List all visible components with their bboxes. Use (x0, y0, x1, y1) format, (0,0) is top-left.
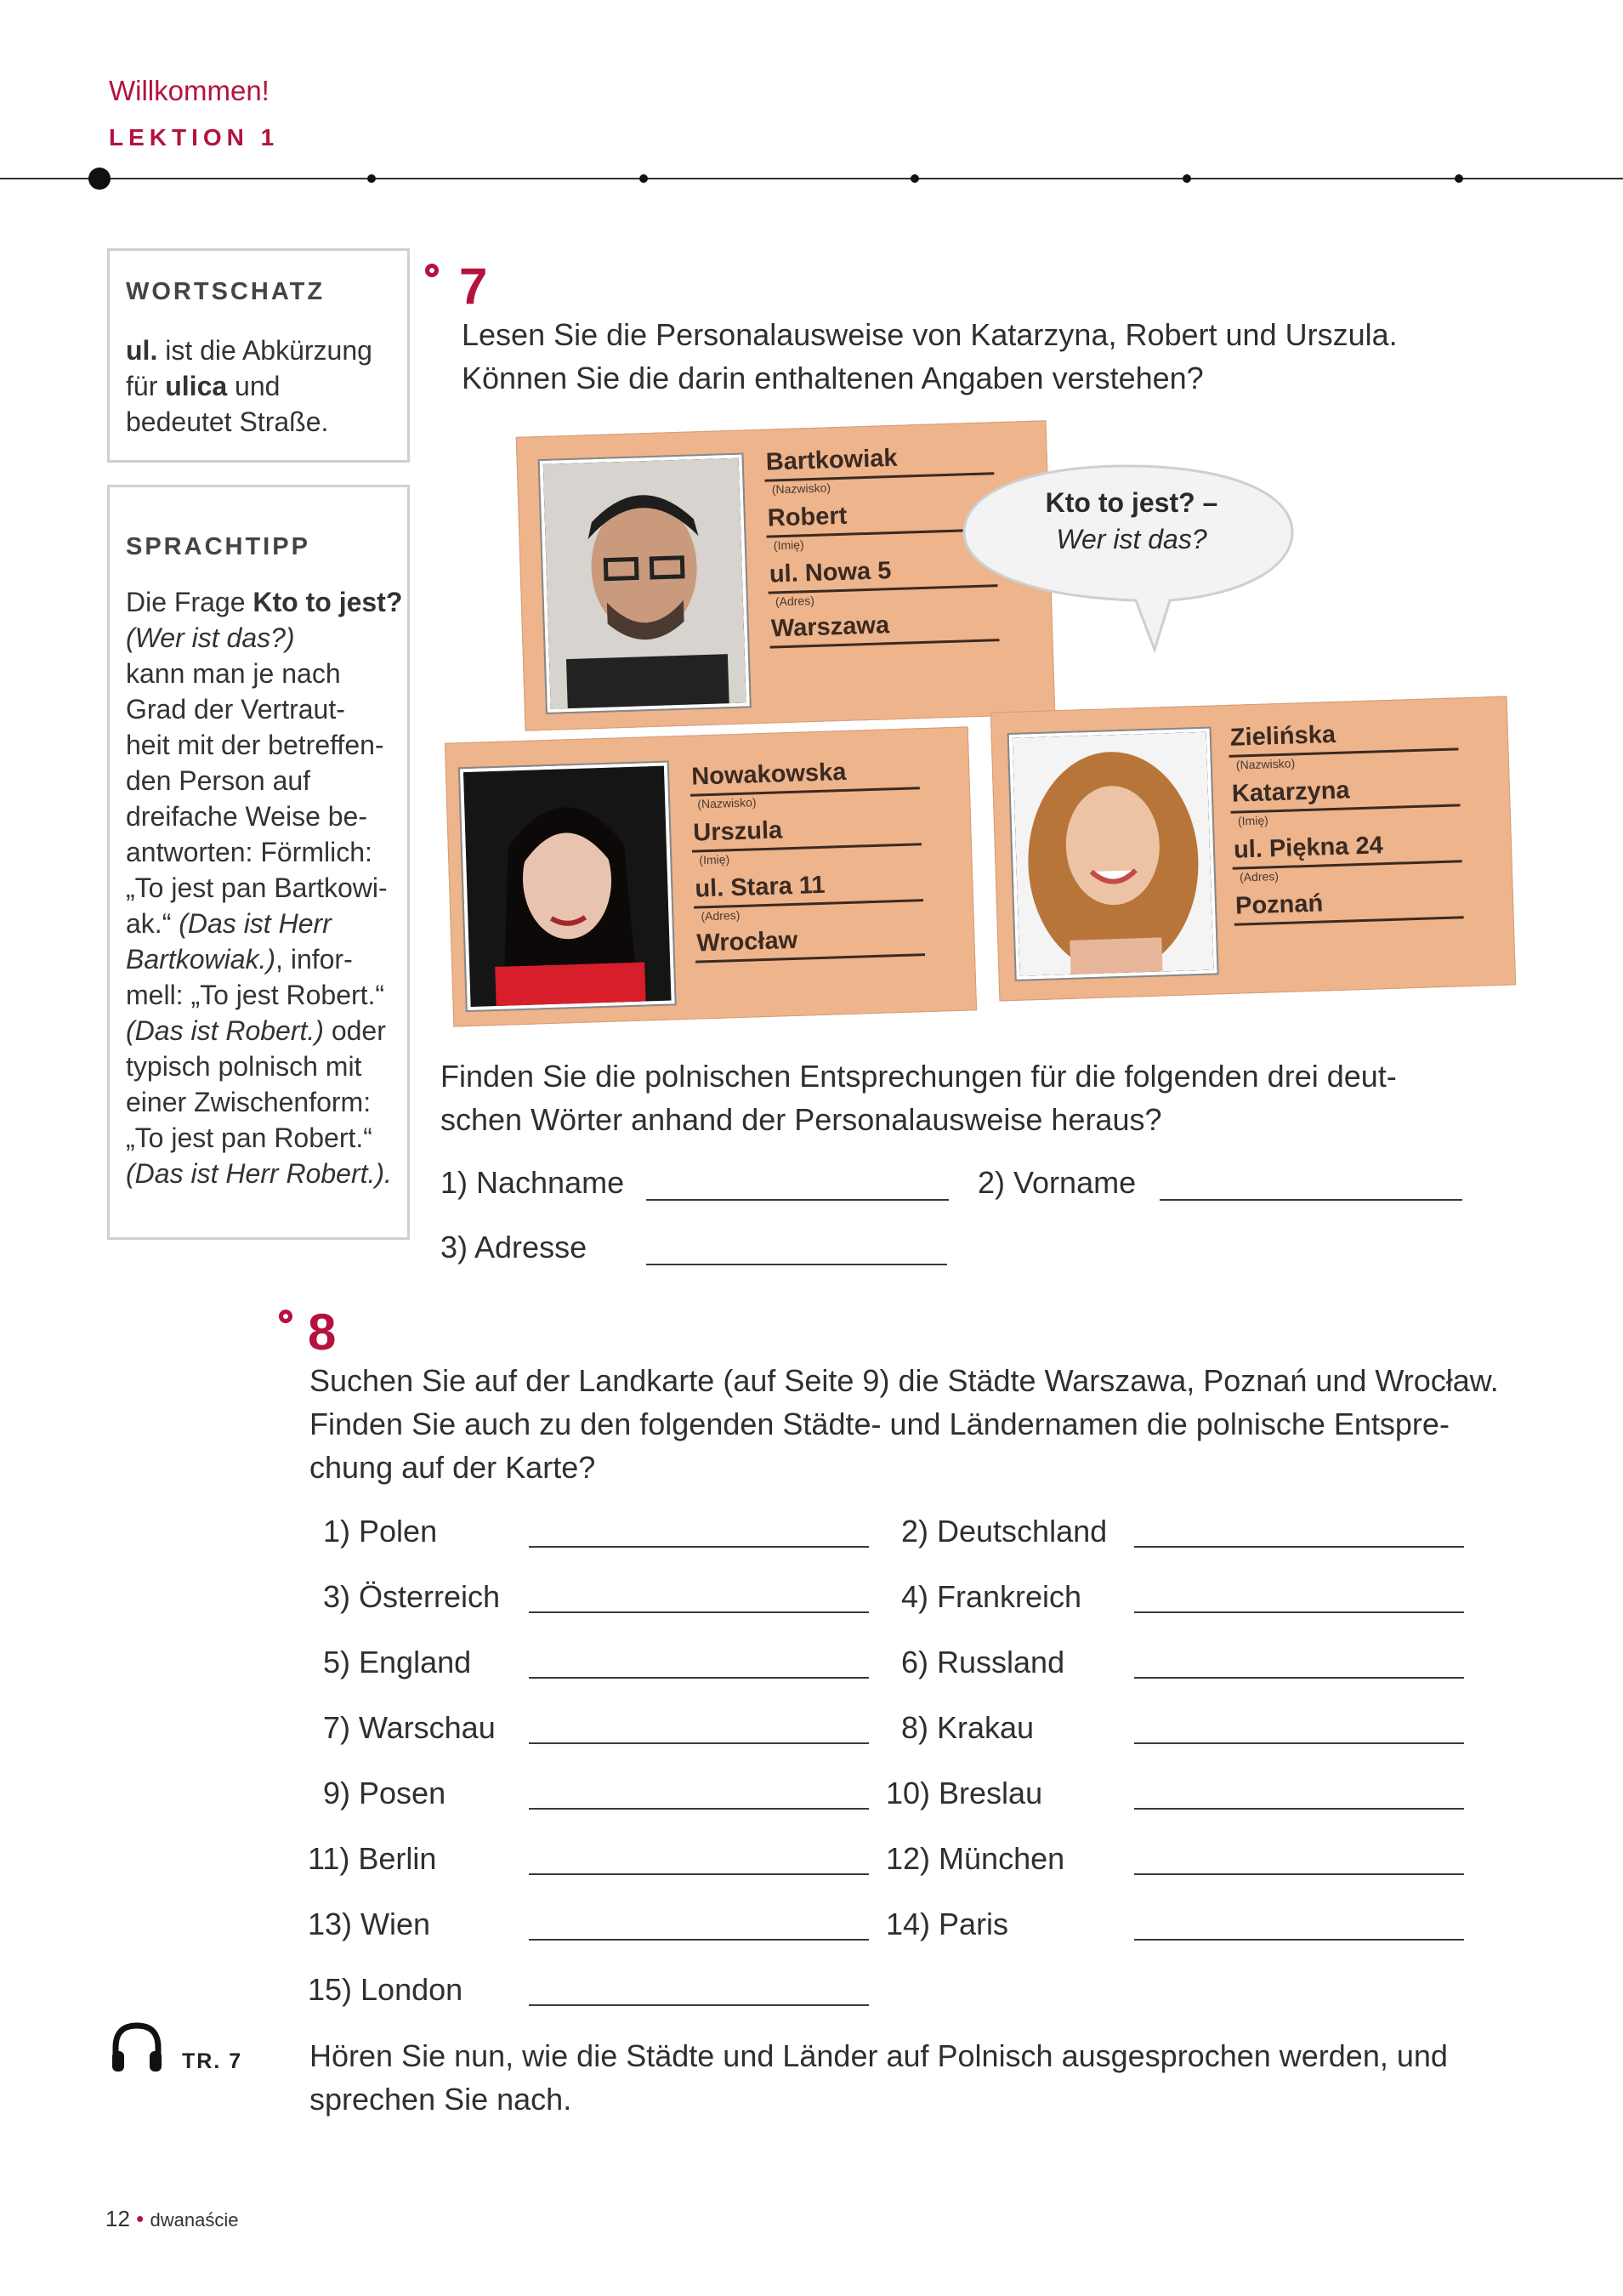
chapter-title: Willkommen! (109, 75, 270, 106)
ex8-item-polen: 1) Polen (323, 1514, 438, 1549)
tip-line: den Person auf (126, 765, 311, 796)
photo-urszula (460, 763, 675, 1011)
card-street: ul. Piękna 24 (1233, 832, 1384, 864)
answer-line[interactable] (529, 2004, 869, 2006)
tip-line: Die Frage (126, 587, 253, 617)
timeline-dot (1455, 174, 1463, 183)
tip-line: mell: „To jest Robert.“ (126, 980, 385, 1010)
answer-line[interactable] (1134, 1742, 1464, 1744)
man-portrait-icon (543, 458, 746, 709)
answer-line[interactable] (1134, 1677, 1464, 1679)
page-footer (105, 2206, 238, 2232)
answer-line[interactable] (1134, 1939, 1464, 1941)
tip-line: heit mit der betreffen- (126, 730, 384, 760)
card-label-address: (Adres) (1239, 869, 1280, 884)
ex8-item-berlin: 11) Berlin (308, 1841, 437, 1876)
woman-portrait-icon (463, 766, 672, 1007)
answer-line[interactable] (1160, 1199, 1462, 1201)
wortschatz-line: bedeutet Straße. (126, 406, 329, 437)
exercise-8-number: 8 (308, 1304, 337, 1361)
instruction-line: Suchen Sie auf der Landkarte (auf Seite 9) die Städte Warszawa, Poznań und Wrocław. (309, 1363, 1499, 1398)
tip-line: , infor- (275, 944, 353, 975)
ex8-item-posen: 9) Posen (323, 1776, 446, 1810)
instruction-line: Hören Sie nun, wie die Städte und Länder auf Polnisch ausgesprochen werden, und (309, 2038, 1448, 2073)
wortschatz-heading: WORTSCHATZ (126, 278, 326, 305)
page-number-word: dwanaście (150, 2209, 239, 2231)
card-label-name: (Imię) (1237, 813, 1268, 828)
ex8-item-krakau: 8) Krakau (901, 1710, 1035, 1745)
answer-line[interactable] (529, 1677, 869, 1679)
tip-italic: (Wer ist das?) (126, 622, 295, 653)
track-label: TR. 7 (182, 2049, 243, 2073)
wortschatz-line: ist die Abkürzung (157, 335, 372, 366)
card-label-surname: (Nazwisko) (697, 795, 757, 811)
answer-line[interactable] (529, 1611, 869, 1613)
tip-italic: (Das ist Herr Robert.). (126, 1158, 392, 1189)
listening-instruction (309, 2034, 1448, 2121)
card-label-name: (Imię) (699, 852, 730, 867)
ex8-item-england: 5) England (323, 1645, 472, 1679)
answer-line[interactable] (1134, 1546, 1464, 1548)
exercise-8-instruction (309, 1359, 1499, 1489)
id-card-nowakowska (445, 726, 977, 1026)
ex7-item-adresse: 3) Adresse (440, 1230, 587, 1265)
sprachtipp-heading: SPRACHTIPP (126, 533, 310, 560)
answer-line[interactable] (529, 1546, 869, 1548)
wortschatz-line: für (126, 371, 166, 401)
abbr-term: ul. (126, 335, 158, 366)
id-card-zielinska (990, 696, 1516, 1002)
answer-line[interactable] (646, 1199, 949, 1201)
tip-line: typisch polnisch mit (126, 1051, 362, 1082)
word-term: ulica (165, 371, 228, 401)
headphones-icon (109, 2020, 165, 2075)
card-city: Wrocław (695, 926, 798, 958)
timeline-dot (639, 174, 648, 183)
wortschatz-text (126, 332, 372, 440)
exercise-7-number: 7 (459, 258, 488, 315)
tip-bold: Kto to jest? (253, 587, 403, 617)
ex8-item-warschau: 7) Warschau (323, 1710, 496, 1745)
ex8-item-wien: 13) Wien (308, 1907, 431, 1941)
ex8-item-muenchen: 12) München (886, 1841, 1065, 1876)
tip-line: „To jest pan Bartkowi- (126, 872, 388, 903)
wortschatz-line: und (227, 371, 281, 401)
photo-robert (540, 455, 750, 713)
answer-line[interactable] (529, 1808, 869, 1810)
answer-line[interactable] (529, 1939, 869, 1941)
ex8-item-deutschland: 2) Deutschland (901, 1514, 1108, 1549)
tip-line: kann man je nach (126, 658, 341, 689)
card-label-address: (Adres) (775, 593, 815, 609)
ex8-item-london: 15) London (308, 1972, 463, 2007)
exercise-7-instruction (462, 313, 1398, 400)
tip-italic: Bartkowiak.) (126, 944, 276, 975)
tip-line: antworten: Förmlich: (126, 837, 372, 867)
tip-line: oder (323, 1015, 386, 1046)
card-city: Poznań (1234, 889, 1324, 920)
timeline-dot (367, 174, 376, 183)
sprachtipp-box (107, 485, 410, 1240)
answer-line[interactable] (1134, 1808, 1464, 1810)
card-name: Katarzyna (1231, 776, 1351, 808)
instruction-line: chung auf der Karte? (309, 1450, 596, 1485)
card-surname: Zielińska (1229, 720, 1336, 752)
bubble-answer: Wer ist das? (1056, 524, 1207, 554)
tip-italic: (Das ist Robert.) (126, 1015, 324, 1046)
card-street: ul. Stara 11 (694, 871, 826, 903)
photo-katarzyna (1009, 729, 1217, 980)
tip-line: ak.“ (126, 908, 179, 939)
card-surname: Bartkowiak (765, 444, 898, 476)
instruction-line: Lesen Sie die Personalausweise von Katarzyna, Robert und Urszula. (462, 317, 1398, 352)
tip-line: „To jest pan Robert.“ (126, 1122, 372, 1153)
card-city: Warszawa (770, 611, 890, 643)
card-label-surname: (Nazwisko) (771, 480, 831, 497)
tip-line: dreifache Weise be- (126, 801, 367, 832)
ex8-item-frankreich: 4) Frankreich (901, 1579, 1082, 1614)
lesson-label: LEKTION 1 (109, 124, 280, 151)
instruction-line: Können Sie die darin enthaltenen Angaben verstehen? (462, 361, 1204, 395)
card-surname: Nowakowska (690, 758, 847, 791)
instruction-line: schen Wörter anhand der Personalausweise heraus? (440, 1102, 1162, 1137)
ex7-item-vorname: 2) Vorname (978, 1165, 1137, 1200)
card-label-address: (Adres) (701, 907, 741, 924)
ex7-item-nachname: 1) Nachname (440, 1165, 625, 1200)
answer-line[interactable] (1134, 1873, 1464, 1875)
speech-bubble-text (1008, 485, 1255, 558)
ex8-item-paris: 14) Paris (886, 1907, 1009, 1941)
tip-italic: (Das ist Herr (179, 908, 332, 939)
instruction-line: sprechen Sie nach. (309, 2082, 572, 2117)
exercise-ring-icon (425, 264, 439, 277)
timeline-dot (911, 174, 919, 183)
woman-curly-portrait-icon (1013, 732, 1214, 976)
answer-line[interactable] (646, 1264, 947, 1265)
footer-bullet: • (136, 2206, 145, 2231)
timeline-dot-active (88, 168, 111, 190)
timeline-dot (1183, 174, 1191, 183)
page-number: 12 (105, 2206, 130, 2231)
sprachtipp-text (126, 584, 402, 1191)
tip-line: Grad der Vertraut- (126, 694, 345, 725)
bubble-question: Kto to jest? – (1045, 487, 1218, 518)
card-label-name: (Imię) (773, 537, 804, 553)
ex8-item-russland: 6) Russland (901, 1645, 1065, 1679)
card-name: Robert (767, 502, 848, 532)
tip-line: einer Zwischenform: (126, 1087, 372, 1117)
answer-line[interactable] (1134, 1611, 1464, 1613)
answer-line[interactable] (529, 1742, 869, 1744)
instruction-line: Finden Sie die polnischen Entsprechungen für die folgenden drei deut- (440, 1059, 1397, 1094)
exercise-7-find-text (440, 1054, 1397, 1141)
header-rule (0, 178, 1623, 179)
instruction-line: Finden Sie auch zu den folgenden Städte- und Ländernamen die polnische Entspre- (309, 1407, 1450, 1441)
answer-line[interactable] (529, 1873, 869, 1875)
card-name: Urszula (692, 816, 783, 847)
card-street: ul. Nowa 5 (769, 557, 892, 588)
exercise-ring-icon (279, 1310, 292, 1323)
card-label-surname: (Nazwisko) (1235, 756, 1296, 772)
ex8-item-oesterreich: 3) Österreich (323, 1579, 501, 1614)
ex8-item-breslau: 10) Breslau (886, 1776, 1043, 1810)
wortschatz-box (107, 248, 410, 463)
